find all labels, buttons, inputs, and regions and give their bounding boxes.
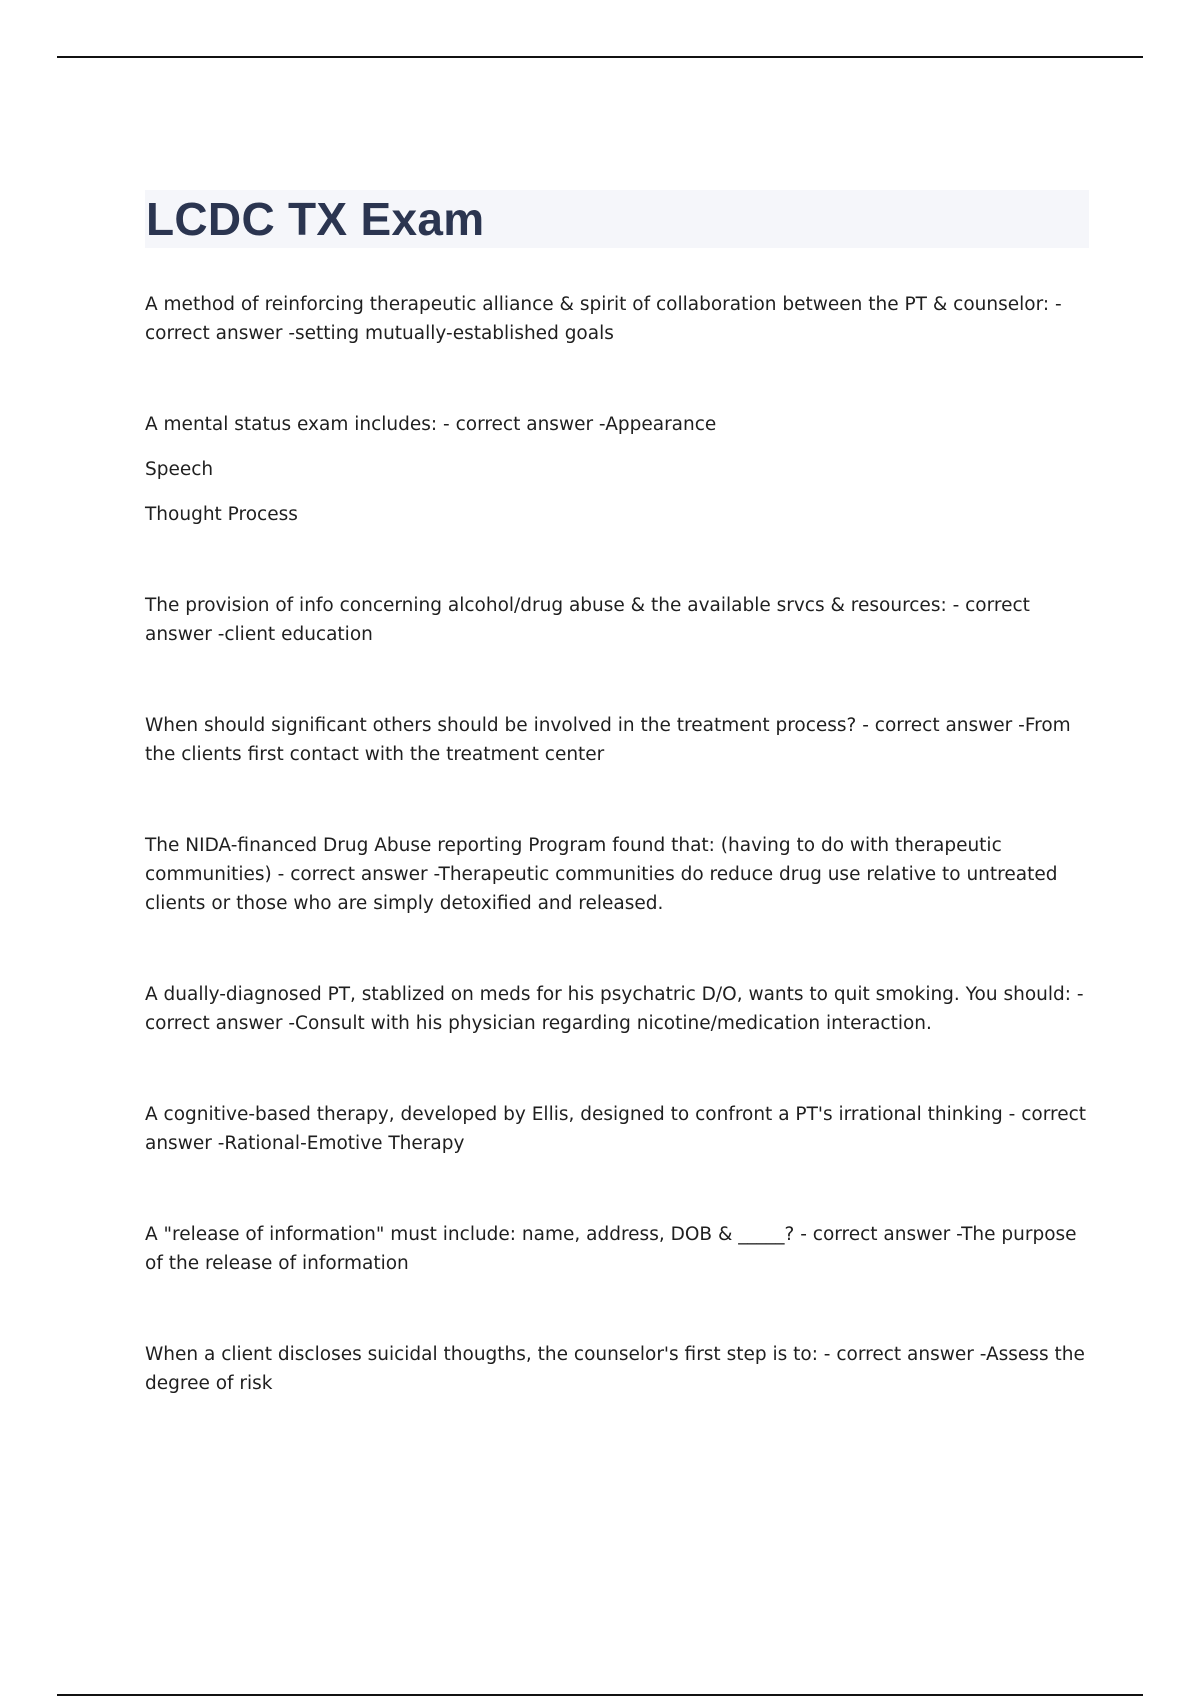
qa-text: When a client discloses suicidal thougths, the counselor's first step is to: - correct answer -Assess the degree of risk (145, 1344, 1085, 1394)
top-rule (57, 56, 1143, 58)
bottom-rule (57, 1694, 1143, 1696)
qa-item (145, 1220, 1089, 1278)
qa-answer-line: Speech (145, 459, 214, 480)
qa-item (145, 831, 1089, 918)
qa-text: A cognitive-based therapy, developed by Ellis, designed to confront a PT's irrational thinking - correct answer -Rational-Emotive Therapy (145, 1104, 1087, 1154)
qa-text: A "release of information" must include: name, address, DOB & _____? - correct answer -The purpose of the release of information (145, 1224, 1077, 1274)
qa-item (145, 410, 1089, 529)
qa-item (145, 711, 1089, 769)
qa-answer-line: Thought Process (145, 504, 298, 525)
qa-item (145, 290, 1089, 348)
qa-text: The NIDA-financed Drug Abuse reporting Program found that: (having to do with therapeutic communities) - correct answer -Therapeutic communities do reduce drug use relative to untreated clients or those who are simply detoxified and released. (145, 835, 1058, 914)
qa-text: When should significant others should be involved in the treatment process? - correct answer -From the clients first contact with the treatment center (145, 715, 1071, 765)
page-title: LCDC TX Exam (146, 193, 485, 245)
qa-item (145, 1100, 1089, 1158)
qa-list (145, 290, 1089, 1460)
qa-item (145, 1340, 1089, 1398)
qa-text: A dually-diagnosed PT, stablized on meds for his psychatric D/O, wants to quit smoking. You should: - correct answer -Consult with his physician regarding nicotine/medication interaction. (145, 984, 1084, 1034)
qa-text: The provision of info concerning alcohol/drug abuse & the available srvcs & resources: - correct answer -client education (145, 595, 1030, 645)
qa-text: A method of reinforcing therapeutic alliance & spirit of collaboration between the PT & counselor: - correct answer -setting mutually-established goals (145, 294, 1062, 344)
qa-item (145, 591, 1089, 649)
qa-item (145, 980, 1089, 1038)
qa-text: A mental status exam includes: - correct answer -Appearance (145, 414, 717, 435)
